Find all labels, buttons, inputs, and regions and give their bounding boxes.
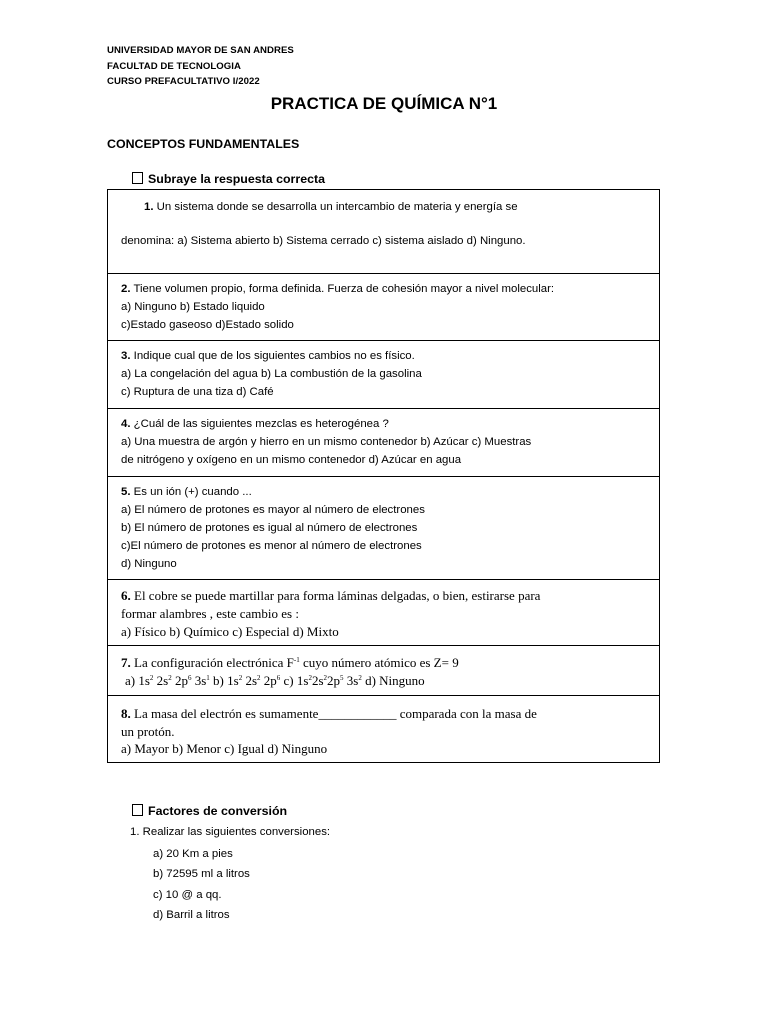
question-text: Indique cual que de los siguientes cambios no es físico. [133, 350, 415, 362]
question-text: cuyo número atómico es Z= 9 [299, 655, 459, 670]
question-text: ¿Cuál de las siguientes mezclas es heterogénea ? [133, 418, 389, 430]
question-number: 4. [121, 418, 131, 430]
question-text: un protón. [121, 724, 175, 739]
orbital: 3s [343, 673, 359, 688]
question-option: a) Físico b) Químico c) Especial d) Mixto [121, 624, 339, 639]
conversion-intro: 1. Realizar las siguientes conversiones: [130, 826, 331, 838]
orbital: 2s [153, 673, 169, 688]
question-option: c)El número de protones es menor al número de electrones [121, 540, 422, 552]
question-option: a) Una muestra de argón y hierro en un mismo contenedor b) Azúcar c) Muestras [121, 436, 532, 448]
conversion-item: d) Barril a litros [153, 909, 230, 921]
question-number: 5. [121, 486, 131, 498]
question-line [121, 589, 540, 602]
question-line [144, 202, 518, 213]
question-text: Es un ión (+) cuando ... [133, 486, 252, 498]
question-number: 6. [121, 588, 131, 603]
question-option: a) El número de protones es mayor al número de electrones [121, 504, 425, 516]
conversion-title: Factores de conversión [148, 804, 288, 818]
electron-count: 2 [323, 674, 327, 682]
conversion-heading [132, 804, 287, 818]
electron-count: 1 [206, 674, 210, 682]
question-row-8 [108, 696, 659, 764]
question-line [121, 284, 554, 295]
electron-count: 6 [276, 674, 281, 682]
question-text: denomina: a) Sistema abierto b) Sistema cerrado c) sistema aislado d) Ninguno. [121, 235, 526, 247]
faculty-name: FACULTAD DE TECNOLOGIA [107, 61, 241, 72]
question-text: La configuración electrónica F [134, 655, 294, 670]
page-title: PRACTICA DE QUÍMICA N°1 [270, 94, 498, 113]
option-label: b) [209, 673, 228, 688]
question-number: 2. [121, 283, 131, 295]
orbital: 3s [191, 673, 207, 688]
question-row-7 [108, 646, 659, 696]
question-text: Un sistema donde se desarrolla un intercambio de materia y energía se [156, 201, 518, 213]
question-option: a) Ninguno b) Estado liquido [121, 301, 265, 313]
question-line [121, 656, 459, 669]
course-name: CURSO PREFACULTATIVO I/2022 [107, 76, 260, 87]
question-line [121, 351, 415, 362]
orbital: 2s [242, 673, 258, 688]
orbital: 2p [171, 673, 188, 688]
instruction-text: Subraye la respuesta correcta [148, 172, 326, 186]
question-line [121, 707, 537, 720]
electron-count: 2 [257, 674, 261, 682]
question-text: El cobre se puede martillar para forma láminas delgadas, o bien, estirarse para [134, 588, 541, 603]
orbital: 1s [138, 673, 150, 688]
orbital: 2s [311, 673, 324, 688]
superscript: -1 [293, 656, 300, 664]
orbital: 2p [327, 673, 340, 688]
question-text: La masa del electrón es sumamente____________ comparada con la masa de [134, 706, 537, 721]
config-option-c [297, 673, 362, 688]
question-number: 8. [121, 706, 131, 721]
question-row-4 [108, 409, 659, 477]
electron-count: 5 [340, 674, 344, 682]
config-options-line [125, 674, 425, 687]
question-row-2 [108, 274, 659, 341]
option-label: a) [125, 673, 139, 688]
orbital: 1s [296, 673, 309, 688]
conversion-item: c) 10 @ a qq. [153, 889, 222, 901]
electron-count: 2 [168, 674, 172, 682]
conversion-item: a) 20 Km a pies [153, 848, 233, 860]
question-text: Tiene volumen propio, forma definida. Fuerza de cohesión mayor a nivel molecular: [133, 283, 555, 295]
electron-count: 2 [149, 674, 154, 682]
question-option: d) Ninguno [121, 558, 177, 570]
question-row-5 [108, 477, 659, 580]
question-text: formar alambres , este cambio es : [121, 606, 299, 621]
electron-count: 2 [308, 674, 312, 682]
conversion-item: b) 72595 ml a litros [153, 868, 250, 880]
question-option: a) Mayor b) Menor c) Igual d) Ninguno [121, 741, 328, 756]
checkbox-bullet-icon [132, 804, 143, 816]
question-line [121, 487, 252, 498]
question-option: c) Ruptura de una tiza d) Café [121, 386, 274, 398]
question-option: b) El número de protones es igual al número de electrones [121, 522, 418, 534]
orbital: 2p [260, 673, 277, 688]
option-label: d) Ninguno [361, 673, 425, 688]
question-number: 7. [121, 655, 131, 670]
question-number: 3. [121, 350, 131, 362]
config-option-b [227, 673, 280, 688]
electron-count: 6 [187, 674, 192, 682]
question-number: 1. [144, 201, 154, 213]
question-row-3 [108, 341, 659, 409]
questions-table [107, 189, 660, 763]
question-line [121, 419, 389, 430]
question-option: c)Estado gaseoso d)Estado solido [121, 319, 294, 331]
instruction [132, 172, 325, 186]
section-heading: CONCEPTOS FUNDAMENTALES [107, 137, 300, 151]
electron-count: 2 [238, 674, 243, 682]
question-row-1 [108, 190, 659, 274]
electron-count: 2 [358, 674, 362, 682]
config-option-a [138, 673, 209, 688]
checkbox-bullet-icon [132, 172, 143, 184]
option-label: c) [280, 673, 297, 688]
orbital: 1s [227, 673, 239, 688]
question-option: a) La congelación del agua b) La combustión de la gasolina [121, 368, 422, 380]
question-option: de nitrógeno y oxígeno en un mismo contenedor d) Azúcar en agua [121, 454, 462, 466]
university-name: UNIVERSIDAD MAYOR DE SAN ANDRES [107, 45, 294, 56]
question-row-6 [108, 580, 659, 646]
